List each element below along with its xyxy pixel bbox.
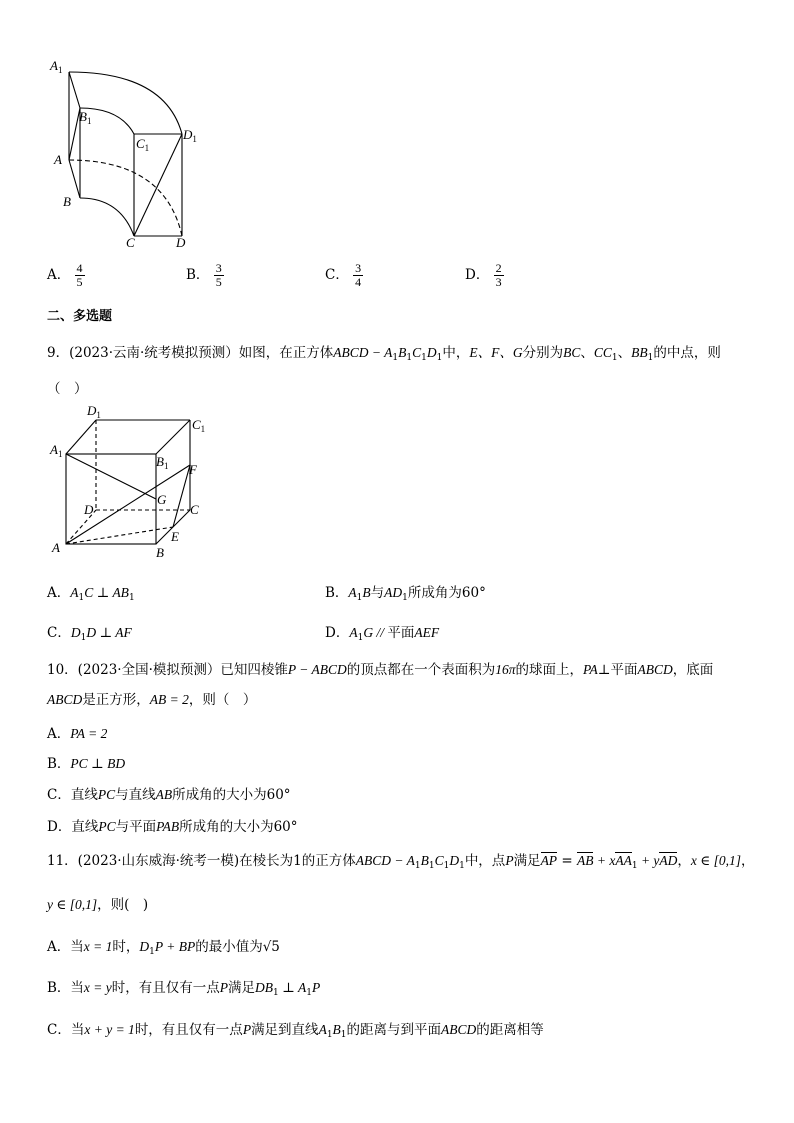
label-G: G	[157, 492, 167, 507]
label-B: B	[63, 194, 71, 209]
label-D: D	[176, 235, 186, 250]
outer-top-arc	[69, 72, 182, 134]
q9-option-c: C．$D_1D$ ⊥ AF	[47, 625, 132, 643]
label-F: F	[189, 462, 197, 477]
q11-option-c: C．当x + y = 1时，有且仅有一点P满足到直线$A_1B_1$的距离与到平面ABCD的距离相等	[47, 1022, 544, 1040]
label-A1: $A_1$	[50, 442, 63, 459]
q10-option-c: C．直线PC与直线AB所成角的大小为60°	[47, 787, 291, 803]
q10-option-a: A．PA = 2	[47, 726, 108, 742]
q10-option-d: D．直线PC与平面PAB所成角的大小为60°	[47, 819, 298, 835]
label-A: A	[54, 152, 62, 167]
label-B: B	[156, 545, 164, 560]
label-E: E	[171, 529, 179, 544]
q11-option-a: A．当x = 1时，$D_1P$ + BP的最小值为√5	[47, 939, 280, 957]
inner-bottom-arc	[80, 198, 134, 236]
label-B1: $B_1$	[156, 454, 169, 471]
q11-option-b: B．当x = y时，有且仅有一点P满足$DB_1$ ⊥ $A_1P$	[47, 980, 321, 998]
q8-option-d: D． $\frac{2}{3}$	[465, 261, 502, 289]
q9-option-d: D．$A_1G$ // 平面AEF	[325, 625, 440, 643]
q9-paren: （ ）	[47, 381, 88, 397]
figure-cube	[40, 402, 215, 560]
label-B1: $B_1$	[79, 109, 92, 126]
label-C1: $C_1$	[192, 417, 206, 434]
q10-stem-line1: 10．(2023·全国·模拟预测）已知四棱锥P − ABCD的顶点都在一个表面积为16π的球面上，PA⊥平面ABCD，底面	[47, 662, 714, 678]
label-C: C	[126, 235, 135, 250]
label-D1: $D_1$	[183, 127, 197, 144]
figure-annulus-solid	[40, 50, 210, 255]
q10-option-b: B．PC ⊥ BD	[47, 756, 126, 772]
label-A: A	[52, 540, 60, 555]
q11-stem-line1: 11．(2023·山东威海·统考一模)在棱长为1的正方体ABCD − $A_1B_1C_1D_1$中，点P满足AP = AB + xAA$_1$ + yAD，x ∈ [0,1]，	[47, 853, 755, 871]
q8-option-c: C． $\frac{3}{4}$	[325, 261, 362, 289]
q8-option-b: B． $\frac{3}{5}$	[186, 261, 222, 289]
label-D1: $D_1$	[87, 403, 101, 420]
label-C1: $C_1$	[136, 136, 150, 153]
q8-option-a: A． $\frac{4}{5}$	[47, 261, 83, 289]
q10-stem-line2: ABCD是正方形，AB = 2，则（ ）	[47, 692, 257, 708]
q9-option-b: B．$A_1B$与$AD_1$所成角为60°	[325, 585, 486, 603]
q9-option-a: A．$A_1C$ ⊥ $AB_1$	[47, 585, 135, 603]
label-A1: $A_1$	[50, 58, 63, 75]
label-D: D	[84, 502, 94, 517]
section-title: 二、多选题	[47, 309, 113, 324]
label-C: C	[190, 502, 199, 517]
q11-stem-line2: y ∈ [0,1]，则( )	[47, 897, 149, 913]
q9-stem: 9．(2023·云南·统考模拟预测）如图，在正方体ABCD − $A_1B_1C_1D_1$中，E、F、G分别为BC、$CC_1$、$BB_1$的中点，则	[47, 345, 721, 363]
